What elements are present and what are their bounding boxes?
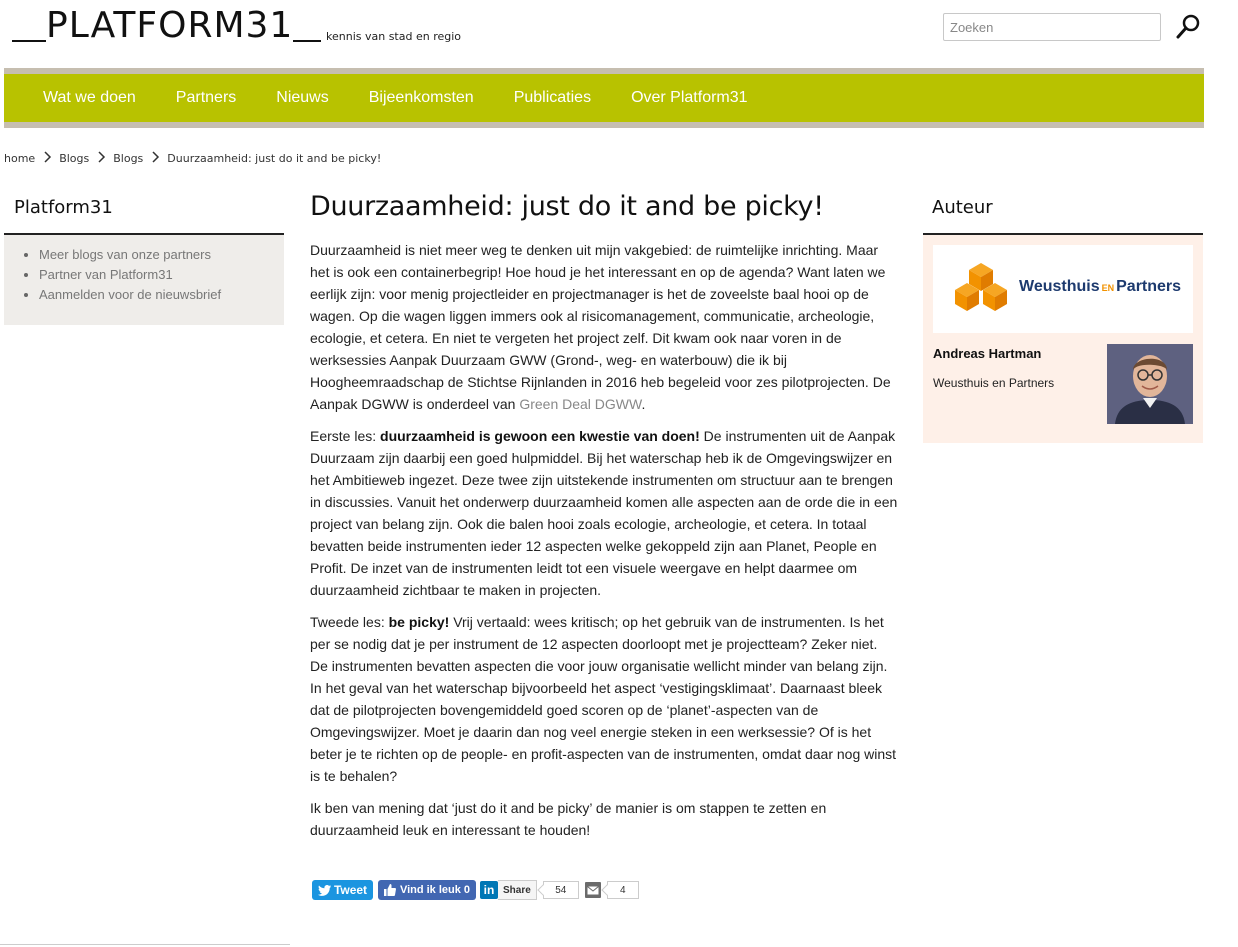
footer-divider bbox=[0, 944, 290, 945]
article-paragraph-1: Duurzaamheid is niet meer weg te denken uit mijn vakgebied: de ruimtelijke inrichting. Maar het is ook een containerbegrip! Hoe houd je het interessant en op de agenda? Want laten we eerlijk zijn: voor menig projectleider en projectmanager is het de zoveelste baal hooi op de wagen. Op die wagen liggen immers ook al risicomanagement, communicatie, archeologie, ecologie, et cetera. En niet te vergeten het project zelf. Dit kwam ook naar voren in de werksessies Aanpak Duurzaam GWW (Grond-, weg- en waterbouw) die ik bij Hoogheemraadschap de Stichtse Rijnlanden in 2016 heb begeleid voor zes pilotprojecten. De Aanpak DGWW is onderdeel van Green Deal DGWW. bbox=[310, 242, 891, 412]
breadcrumb-blogs-2[interactable]: Blogs bbox=[113, 152, 144, 165]
tagline: kennis van stad en regio bbox=[326, 30, 462, 43]
main-nav bbox=[4, 74, 1204, 122]
search-input[interactable] bbox=[943, 13, 1161, 41]
nav-bottom-border bbox=[4, 122, 1204, 128]
linkedin-share-button[interactable]: in Share bbox=[480, 880, 537, 900]
right-sidebar-title: Auteur bbox=[932, 197, 993, 218]
logo-line-right bbox=[293, 40, 321, 42]
chevron-right-icon bbox=[98, 151, 106, 166]
chevron-right-icon bbox=[44, 151, 52, 166]
link-meer-blogs[interactable]: Meer blogs van onze partners bbox=[39, 247, 211, 262]
twitter-bird-icon bbox=[318, 885, 331, 896]
breadcrumb-home[interactable]: home bbox=[4, 152, 36, 165]
email-share-button[interactable] bbox=[585, 882, 601, 898]
breadcrumb bbox=[4, 151, 381, 166]
weusthuis-partners-logo[interactable] bbox=[933, 245, 1193, 333]
logo-line-left bbox=[12, 40, 46, 42]
nav-item-publicaties[interactable]: Publicaties bbox=[513, 89, 592, 106]
nav-item-bijeenkomsten[interactable]: Bijeenkomsten bbox=[368, 89, 474, 106]
article-paragraph-2: Eerste les: duurzaamheid is gewoon een kwestie van doen! De instrumenten uit de Aanpak Duurzaam zijn daarbij een goed hulpmiddel. Bij het waterschap heb ik de Omgevingswijzer en het Ambitieweb ingezet. Deze twee zijn uitstekende instrumenten om structuur aan te brengen in discussies. Vanuit het onderwerp duurzaamheid komen alle aspecten aan de orde die in een project van belang zijn. Ook die balen hooi zoals ecologie, archeologie, et cetera. In totaal bevatten beide instrumenten ieder 12 aspecten welke gekoppeld zijn aan Planet, People en Profit. De inzet van de instrumenten leidt tot een visuele weergave en helpt daarmee om duurzaamheid zichtbaar te maken in projecten. bbox=[310, 428, 898, 598]
author-portrait-icon bbox=[1107, 344, 1193, 424]
left-sidebar-links bbox=[4, 245, 284, 305]
search-button[interactable] bbox=[1173, 12, 1203, 42]
author-avatar bbox=[1107, 344, 1193, 424]
nav-item-partners[interactable]: Partners bbox=[175, 89, 237, 106]
search-icon bbox=[1173, 12, 1203, 42]
partner-logo-wordmark: Weusthuis EN Partners bbox=[1019, 278, 1182, 295]
article-body bbox=[310, 239, 898, 851]
link-partner-van-platform31[interactable]: Partner van Platform31 bbox=[39, 267, 173, 282]
nav-item-nieuws[interactable]: Nieuws bbox=[276, 89, 329, 106]
tweet-button[interactable]: Tweet bbox=[312, 880, 373, 900]
linkedin-icon: in bbox=[480, 881, 498, 899]
envelope-icon bbox=[587, 886, 599, 895]
logo-text: PLATFORM31 bbox=[46, 5, 294, 46]
author-organization: Weusthuis en Partners bbox=[933, 376, 1055, 390]
link-green-deal-dgww[interactable]: Green Deal DGWW bbox=[519, 396, 642, 412]
breadcrumb-current: Duurzaamheid: just do it and be picky! bbox=[167, 152, 382, 165]
left-sidebar-box bbox=[4, 235, 284, 325]
page-title: Duurzaamheid: just do it and be picky! bbox=[310, 191, 824, 222]
chevron-right-icon bbox=[152, 151, 160, 166]
facebook-like-button[interactable]: Vind ik leuk 0 bbox=[378, 880, 476, 900]
left-sidebar-title: Platform31 bbox=[14, 197, 113, 218]
thumbs-up-icon bbox=[384, 884, 396, 896]
breadcrumb-blogs-1[interactable]: Blogs bbox=[59, 152, 90, 165]
share-bar bbox=[312, 880, 639, 900]
author-name: Andreas Hartman bbox=[933, 346, 1042, 361]
list-item bbox=[39, 245, 284, 265]
email-share-count: 4 bbox=[607, 881, 639, 899]
cube-logo-icon bbox=[953, 261, 1009, 317]
platform31-logo[interactable] bbox=[12, 5, 321, 46]
author-box bbox=[923, 235, 1203, 443]
article-paragraph-3: Tweede les: be picky! Vrij vertaald: wees kritisch; op het gebruik van de instrumenten. Is het per se nodig dat je per instrument de 12 aspecten doorloopt met je projectteam? Zeker niet. De instrumenten bevatten aspecten die voor jouw organisatie wellicht minder van belang zijn. In het geval van het waterschap bijvoorbeeld het aspect ‘vestigingsklimaat’. Daarnaast bleek dat de pilotprojecten bovengemiddeld goed scoren op de ‘planet’-aspecten van de Omgevingswijzer. Moet je daarin dan nog veel energie steken in een werksessie? Of is het beter je te richten op de people- en profit-aspecten van de instrumenten, omdat daar nog winst is te behalen? bbox=[310, 614, 897, 784]
list-item bbox=[39, 265, 284, 285]
link-aanmelden-nieuwsbrief[interactable]: Aanmelden voor de nieuwsbrief bbox=[39, 287, 222, 302]
article-paragraph-4: Ik ben van mening dat ‘just do it and be picky’ de manier is om stappen te zetten en duurzaamheid leuk en interessant te houden! bbox=[310, 800, 827, 838]
nav-item-over-platform31[interactable]: Over Platform31 bbox=[631, 89, 748, 106]
list-item bbox=[39, 285, 284, 305]
linkedin-share-count: 54 bbox=[543, 881, 579, 899]
nav-item-wat-we-doen[interactable]: Wat we doen bbox=[43, 89, 136, 106]
